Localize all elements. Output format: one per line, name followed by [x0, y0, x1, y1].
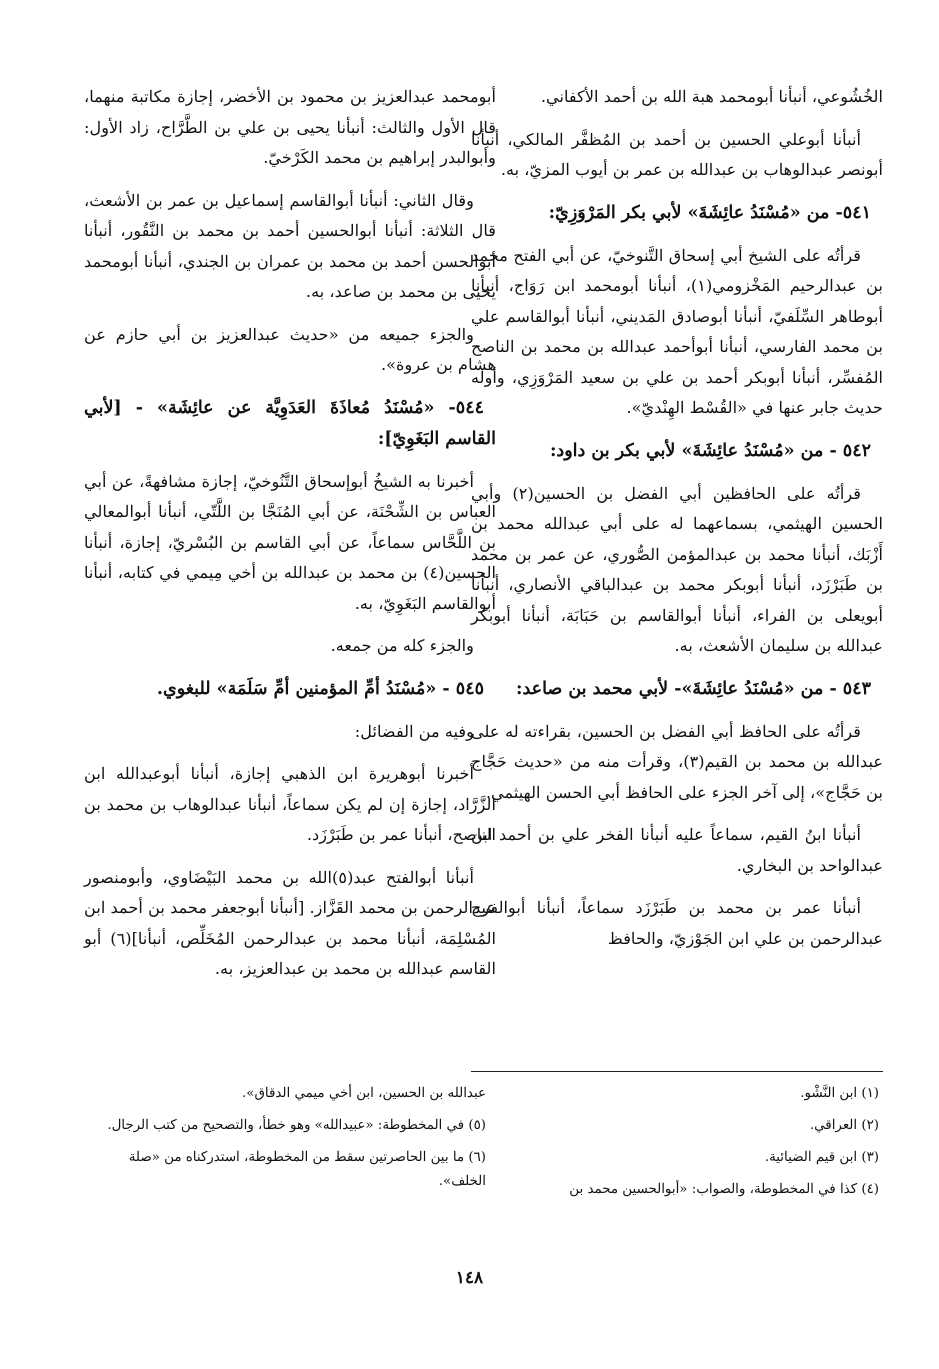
paragraph: أبومحمد عبدالعزيز بن محمود بن الأخضر، إجازة مكاتبة منهما، قال الأول والثالث: أنبأنا يحيى بن علي بن الطَّرَّاح، زاد الأول: وأبوالبدر إبراهيم بن محمد الكَرْخيّ. — [84, 87, 496, 167]
paragraph: الخُشُوعي، أنبأنا أبومحمد هبة الله بن أحمد الأكفاني. — [540, 87, 883, 106]
paragraph: أنبأنا ابنُ القيم، سماعاً عليه أنبأنا الفخر علي بن أحمد ابن عبدالواحد بن البخاري. — [471, 825, 883, 875]
footnotes-left — [86, 1082, 486, 1202]
footnote: (١) ابن النَّشْو. — [800, 1086, 879, 1101]
section-heading: ٥٤٤- «مُسْنَدُ مُعاذَةَ العَدَوِيَّة عن عائِشَة» - [لأبي القاسم البَغَوِيّ]: — [84, 397, 496, 449]
footnote: (٣) ابن قيم الضيائية. — [764, 1150, 879, 1165]
page-number: ١٤٨ — [455, 1268, 484, 1288]
footnote: (٤) كذا في المخطوطة، والصواب: «أبوالحسين محمد بن — [569, 1182, 879, 1197]
footnote: عبدالله بن الحسين، ابن أخي ميمي الدقاق». — [242, 1086, 486, 1101]
paragraph: أنبأنا عمر بن محمد بن طَبَرْزَد سماعاً، أنبأنا أبوالفرج عبدالرحمن بن علي ابن الجَوْزيّ، والحافظ — [471, 898, 883, 948]
section-heading: ٥٤٢ - من «مُسْنَدُ عائِشَةَ» لأبي بكر بن داود: — [549, 440, 871, 461]
paragraph: أخبرنا به الشيخُ أبوإسحاق التَّنُوخيّ، إجازة مشافهةً، عن أبي العباس بن الشِّحْنَة، عن أبي المُنَجَّا بن اللَّتّي، أنبأنا أبوالمعالي بن اللَّحَّاس سماعاً، عن أبي القاسم بن البُسْريّ، إجازة، أنبأنا الحسين(٤) بن محمد بن عبدالله بن أخي مِيمي في كتابه، أنبأنا أبوالقاسم البَغَوِيّ، به. — [84, 471, 496, 613]
paragraph: والجزء كله من جمعه. — [330, 636, 474, 655]
right-text-column — [471, 82, 883, 966]
footnote-separator — [471, 1071, 883, 1072]
paragraph: قرأتُه على الحافظ أبي الفضل بن الحسين، بقراءته له على عبدالله بن محمد بن القيم(٣)، وقرأت منه من «حديث حَجَّاج بن حَجَّاج»، إلى آخر الجزء على الحافظ أبي الحسن الهيثمي. — [471, 721, 883, 802]
paragraph: وقال الثاني: أنبأنا أبوالقاسم إسماعيل بن عمر بن الأشعث، قال الثلاثة: أنبأنا أبوالحسين أحمد بن محمد بن النَّقُور، أنبأنا أبوالحسن أحمد بن محمد بن عمران بن الجندي، أنبأنا أبومحمد يحيى بن محمد بن صاعد، به. — [84, 190, 496, 301]
footnotes-right — [479, 1082, 879, 1210]
paragraph: أنبأنا أبوالفتح عبد(٥)الله بن محمد البَيْضَاوي، وأبومنصور عبدالرحمن بن محمد القَزَّاز. [أنبأنا أبوجعفر محمد بن أحمد ابن المُسْلِمَة، أنبأنا محمد بن عبدالرحمن المُخَلِّص، أنبأنا](٦) أبو القاسم عبدالله بن محمد بن عبدالعزيز، به. — [84, 867, 497, 978]
paragraph: قرأتُه على الحافظين أبي الفضل بن الحسين(٢) وأبي الحسين الهيثمي، بسماعهما له على أبي عبدالله محمد بن أَزْبَك، أنبأنا محمد بن عبدالمؤمن الصُّوري، عن عمر بن محمد بن طَبَرْزَد، أنبأنا أبوبكر محمد بن عبدالباقي الأنصاري، أنبأنا أبويعلى بن الفراء، أنبأنا أبوالقاسم بن حَبَابَة، أنبأنا أبوبكر عبدالله بن سليمان الأشعث، به. — [471, 483, 883, 655]
left-text-column — [84, 82, 496, 997]
section-heading: ٥٤٥ - «مُسْنَدُ أمِّ المؤمنين أمِّ سَلَمَة» للبغوي. — [156, 678, 484, 699]
section-heading: ٥٤١- من «مُسْنَدُ عائِشَةَ» لأبي بكر المَرْوَزِيّ: — [548, 202, 871, 223]
footnote: (٦) ما بين الحاصرتين سقط من المخطوطة، استدركناه من «صلة الخلف». — [128, 1150, 486, 1189]
paragraph: أنبأنا أبوعلي الحسين بن أحمد بن المُظفَّر المالكي، أنبأنا أبونصر عبدالوهاب بن عبدالله بن عمر بن أيوب المزيّ، به. — [471, 129, 883, 179]
paragraph: قرأتُه على الشيخ أبي إسحاق التَّنوخيّ، عن أبي الفتح محمد بن عبدالرحيم المَخْزومي(١)، أنبأنا أبومحمد ابن رَوَاج، أنبأنا أبوطاهر السِّلَفيّ، أنبأنا أبوصادق المَديني، أنبأنا أبوالقاسم علي بن محمد الفارسي، أنبأنا أبوأحمد عبدالله بن محمد بن الناصح المُفسِّر، أنبأنا أبوبكر أحمد بن علي بن سعيد المَرْوَزِي، وأوله حديث جابر عنها في «القُسْط الهِنْديّ». — [471, 245, 883, 417]
footnote: (٢) العراقي. — [809, 1118, 879, 1133]
paragraph: وفيه من الفضائل: — [354, 721, 474, 741]
section-heading: ٥٤٣ - من «مُسْنَدُ عائِشَةَ»- لأبي محمد بن صاعد: — [515, 678, 871, 699]
footnote: (٥) في المخطوطة: «عبيدالله» وهو خطأ، والتصحيح من كتب الرجال. — [107, 1118, 486, 1133]
paragraph: والجزء جميعه من «حديث عبدالعزيز بن أبي حازم عن هشام بن عروة». — [84, 324, 496, 374]
paragraph: أخبرنا أبوهريرة ابن الذهبي إجازة، أنبأنا أبوعبدالله ابن الزَّرَّاد، إجازة إن لم يكن سماعاً، أنبأنا عبدالوهاب بن محمد بن الناصح، أنبأنا عمر بن طَبَرْزَد. — [84, 764, 496, 844]
